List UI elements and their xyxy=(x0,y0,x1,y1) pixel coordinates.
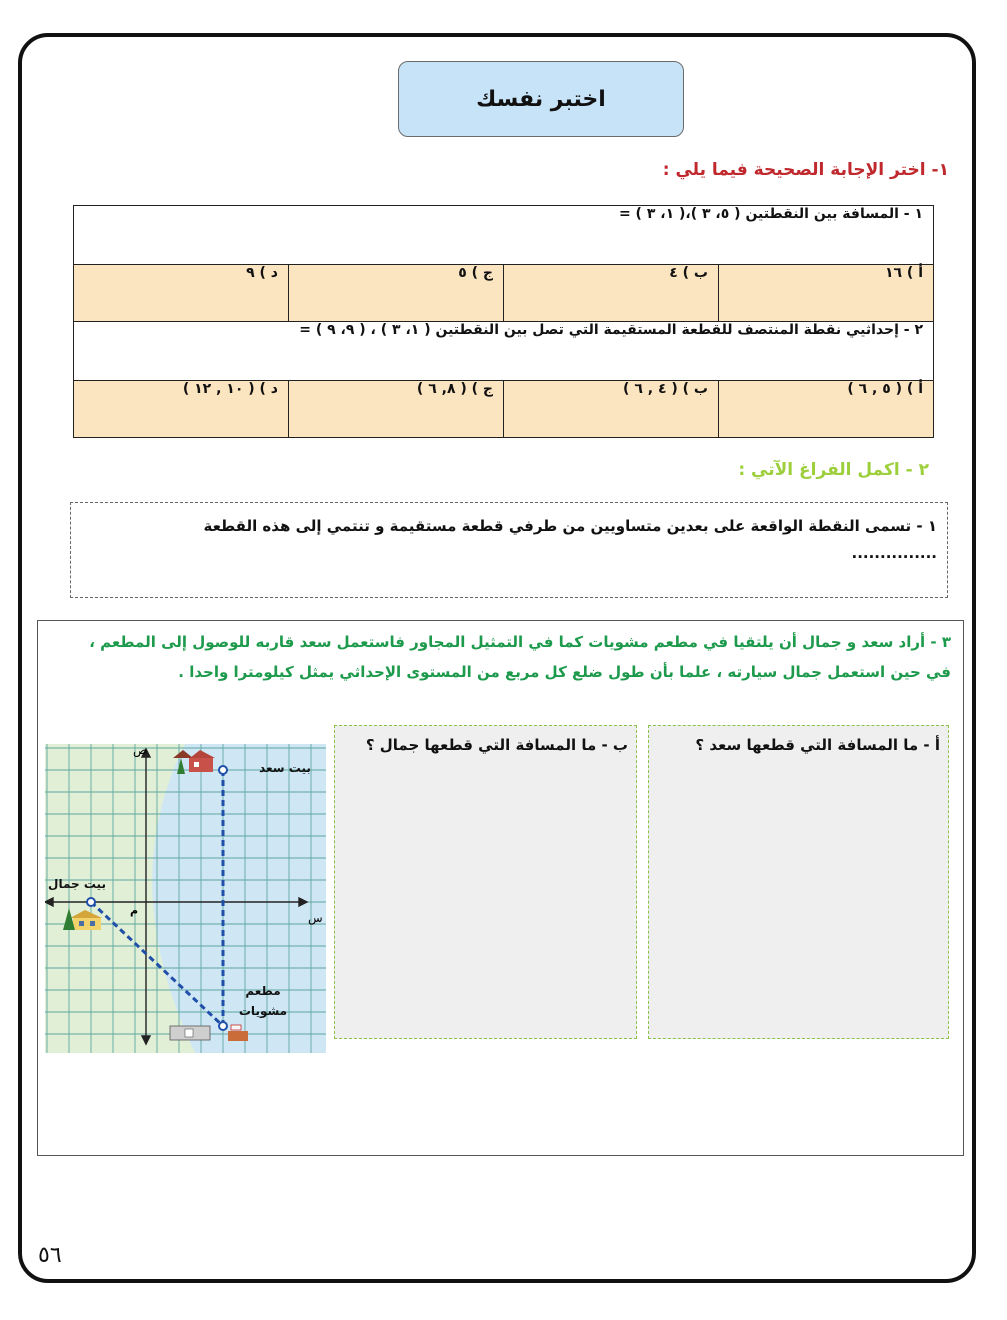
restaurant-label-line-1: مطعم xyxy=(245,984,281,998)
saad-house-point xyxy=(219,766,227,774)
q2-option-c[interactable]: ج ) ( ٨, ٦ ) xyxy=(289,381,504,438)
answer-box-a[interactable] xyxy=(648,725,949,1039)
question-2-text: ٢ - إحداثيي نقطة المنتصف للقطعة المستقيمة التي تصل بين النقطتين ( ١، ٣ ) ، ( ٩، ٩ ) = xyxy=(74,322,934,381)
word-problem-line-1: ٣ - أراد سعد و جمال أن يلتقيا في مطعم مشويات كما في التمثيل المجاور فاستعمل سعد قاربه للوصول إلى المطعم ، xyxy=(89,633,951,651)
page-number: ٥٦ xyxy=(38,1243,62,1268)
coordinate-graph xyxy=(45,744,326,1053)
question-b-label: ب - ما المسافة التي قطعها جمال ؟ xyxy=(365,736,628,754)
origin-label: م xyxy=(130,904,139,917)
restaurant-icon xyxy=(170,1025,248,1041)
fill-blank-dots: ............... xyxy=(851,544,937,562)
jamal-house-point xyxy=(87,898,95,906)
q2-option-a[interactable]: أ ) ( ٥ , ٦ ) xyxy=(719,381,934,438)
fill-blank-text: ١ - تسمى النقطة الواقعة على بعدين متساويين من طرفي قطعة مستقيمة و تنتمي إلى هذه القطعة xyxy=(203,517,937,535)
restaurant-point xyxy=(219,1022,227,1030)
x-axis-label: س xyxy=(308,911,323,925)
q1-option-a[interactable]: أ ) ١٦ xyxy=(719,265,934,322)
word-problem-line-2: في حين استعمل جمال سيارته ، علما بأن طول ضلع كل مربع من المستوى الإحداثي يمثل كيلومترا واحدا . xyxy=(178,663,951,681)
page-title: اختبر نفسك xyxy=(398,61,684,137)
section2-heading: ٢ - اكمل الفراغ الآتي : xyxy=(738,460,929,480)
question-1-text: ١ - المسافة بين النقطتين ( ٥، ٣ )،( ١، ٣ ) = xyxy=(74,206,934,265)
section1-heading: ١- اختر الإجابة الصحيحة فيما يلي : xyxy=(662,160,949,180)
y-axis-label: ص xyxy=(133,744,148,757)
answer-box-b[interactable] xyxy=(334,725,637,1039)
word-problem-text xyxy=(46,627,951,687)
q1-option-d[interactable]: د ) ٩ xyxy=(74,265,289,322)
q2-option-b[interactable]: ب ) ( ٤ , ٦ ) xyxy=(504,381,719,438)
q1-option-b[interactable]: ب ) ٤ xyxy=(504,265,719,322)
saad-house-label: بيت سعد xyxy=(259,761,311,775)
multiple-choice-table xyxy=(73,205,934,438)
q2-option-d[interactable]: د ) ( ١٠ , ١٢ ) xyxy=(74,381,289,438)
q1-option-c[interactable]: ج ) ٥ xyxy=(289,265,504,322)
restaurant-label-line-2: مشويات xyxy=(238,1004,288,1018)
question-a-label: أ - ما المسافة التي قطعها سعد ؟ xyxy=(695,736,940,754)
jamal-house-label: بيت جمال xyxy=(48,877,106,891)
fill-blank-box[interactable] xyxy=(70,502,948,598)
